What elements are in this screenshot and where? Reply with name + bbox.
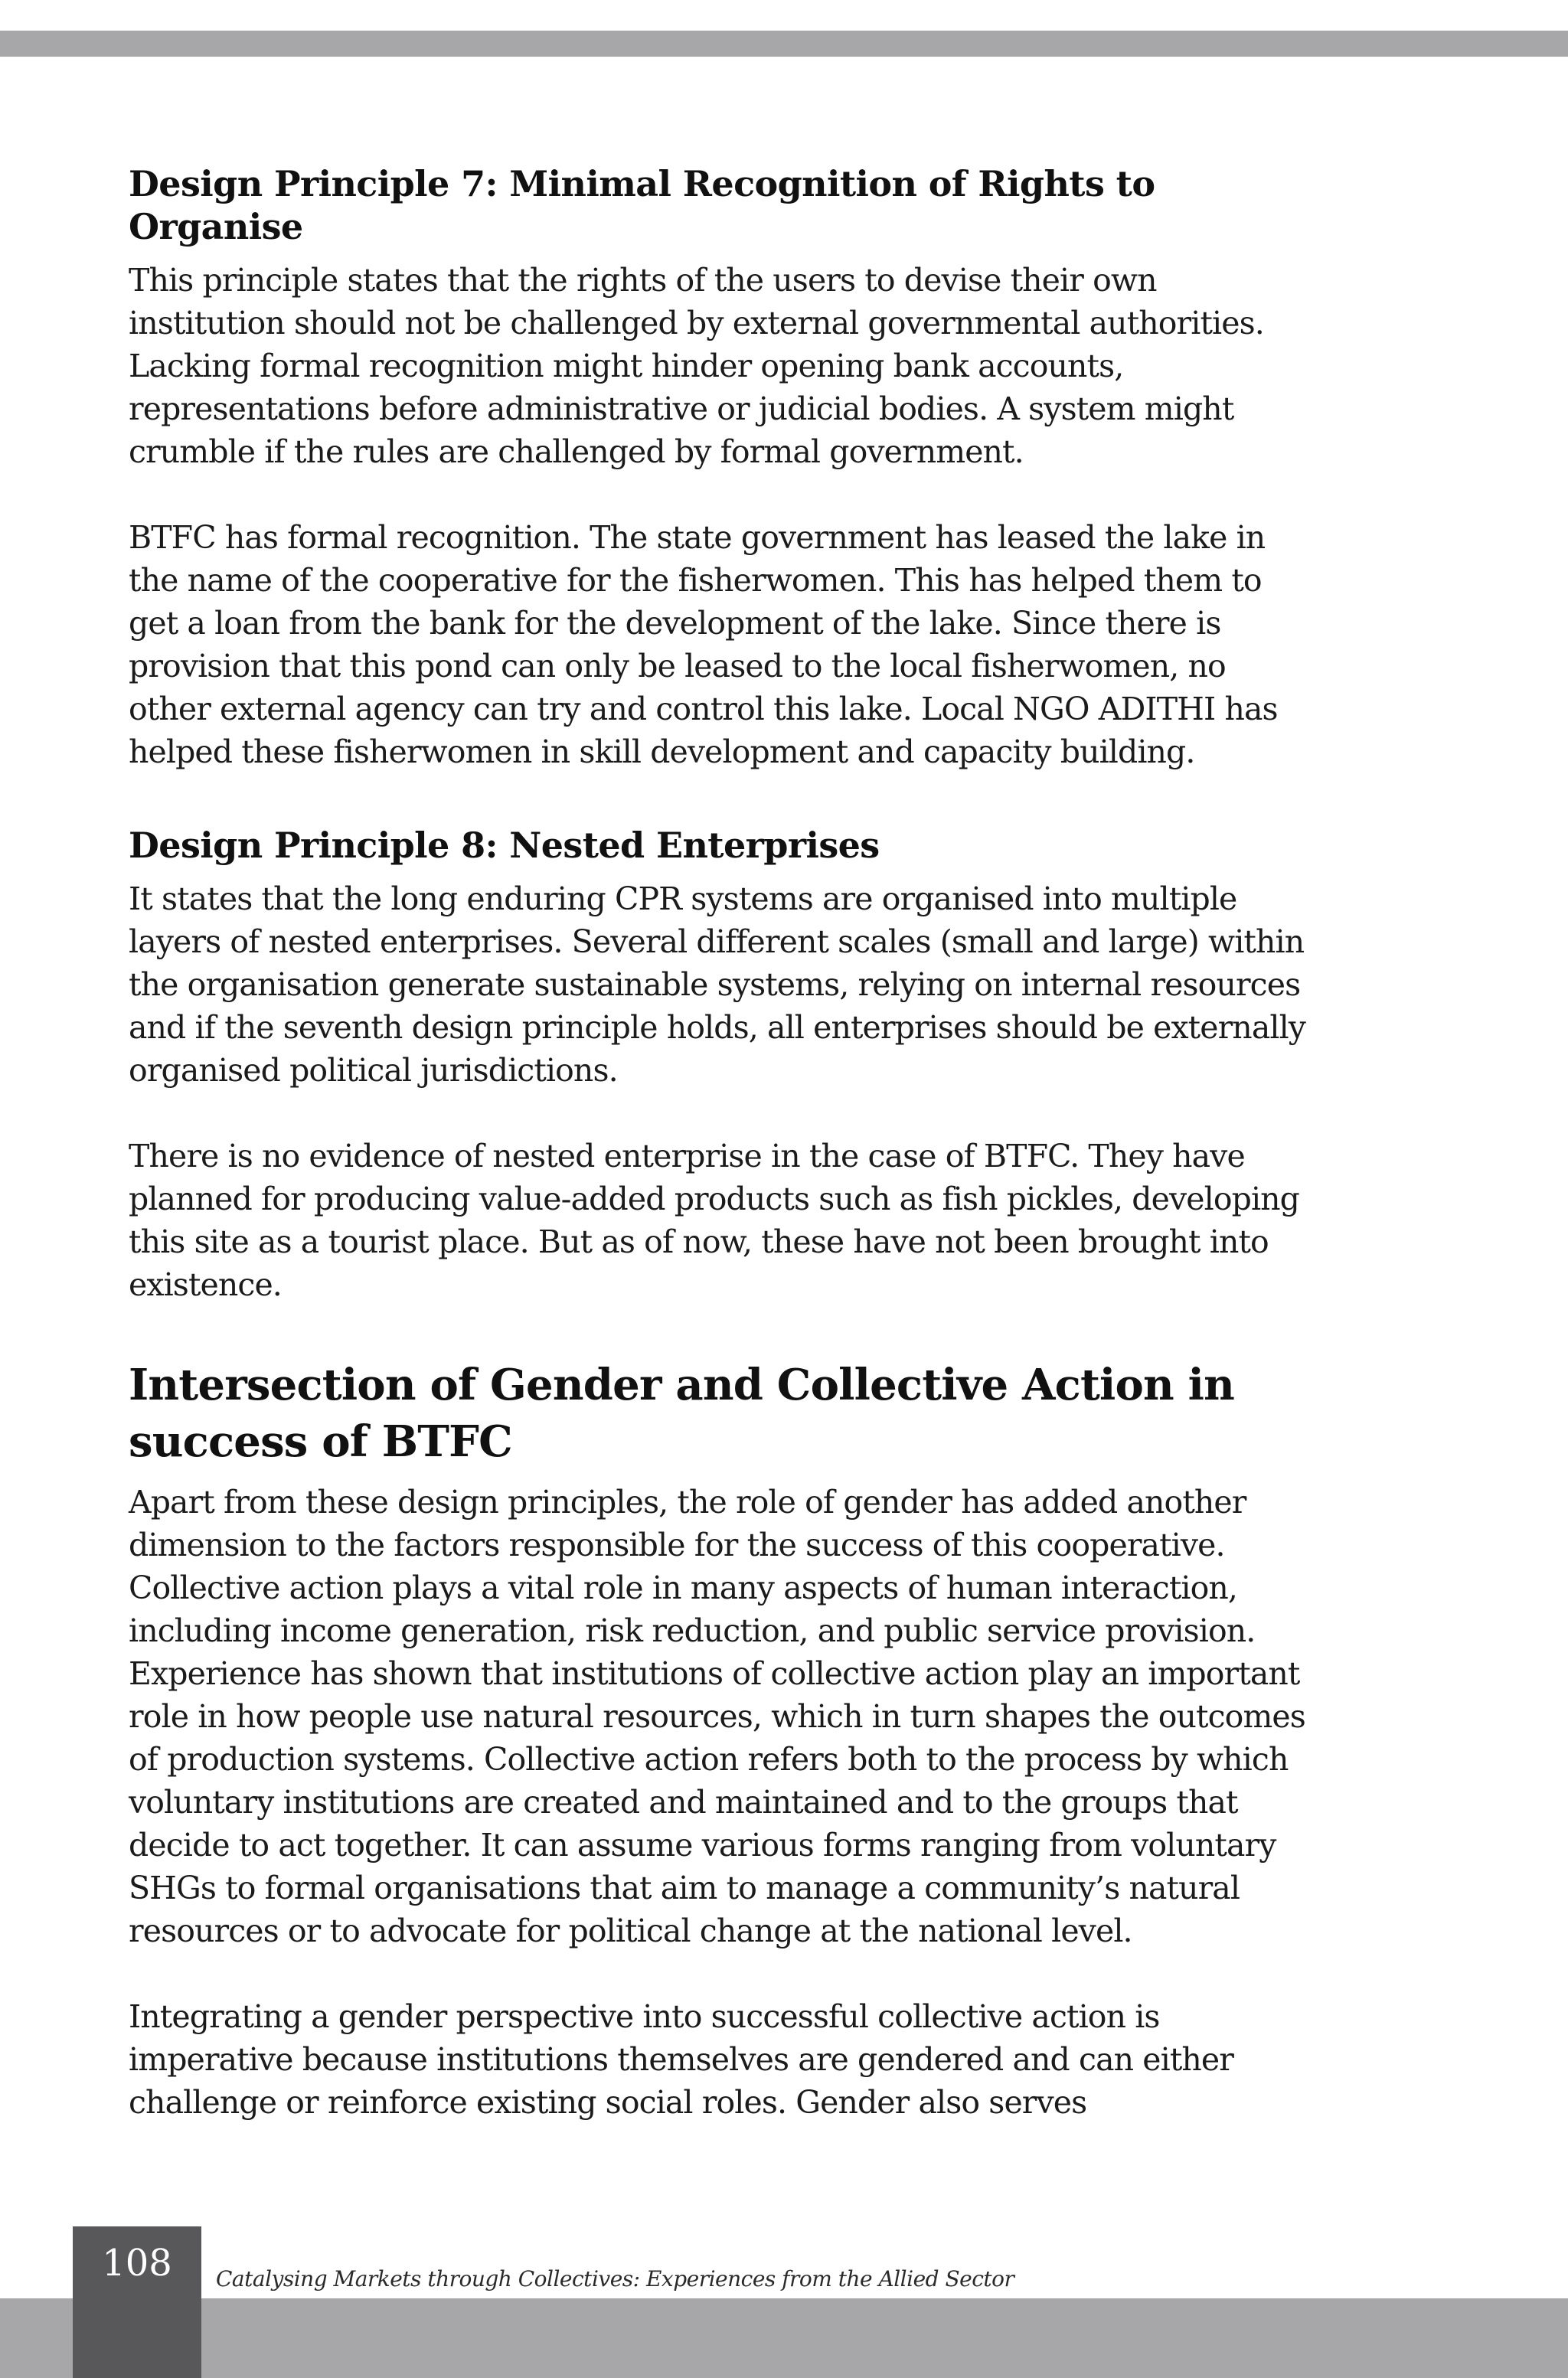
header-bar: [0, 31, 1568, 57]
design-principle-8-paragraph-2: There is no evidence of nested enterprise in the case of BTFC. They have planned for producing value-added products such as fish pickles, developing this site as a tourist place. But as of now, these have not been brought into existence.: [129, 1138, 1300, 1303]
design-principle-8-heading: Design Principle 8: Nested Enterprises: [129, 825, 880, 866]
design-principle-8-paragraph-1: It states that the long enduring CPR systems are organised into multiple layers of nested enterprises. Several different scales (small and large) within the organisation generate sustainable systems, relying on internal resources and if the seventh design principle holds, all enterprises should be externally organised political jurisdictions.: [129, 880, 1306, 1089]
design-principle-7-heading: Design Principle 7: Minimal Recognition of Rights to Organise: [129, 163, 1155, 247]
gender-section-heading: Intersection of Gender and Collective Action in success of BTFC: [129, 1360, 1235, 1467]
design-principle-7-paragraph-1: This principle states that the rights of the users to devise their own institution should not be challenged by external governmental authorities. Lacking formal recognition might hinder opening bank accounts, representations before administrative or judicial bodies. A system might crumble if the rules are challenged by formal government.: [129, 262, 1264, 470]
running-title: Catalysing Markets through Collectives: Experiences from the Allied Sector: [216, 2266, 1014, 2291]
gender-paragraph-2: Integrating a gender perspective into successful collective action is imperative because institutions themselves are gendered and can either challenge or reinforce existing social roles. Gender also serves: [129, 1998, 1233, 2121]
page-number: 108: [73, 2226, 201, 2378]
page-content: [129, 162, 1308, 2167]
gender-paragraph-1: Apart from these design principles, the role of gender has added another dimension to the factors responsible for the success of this cooperative. Collective action plays a vital role in many aspects of human interaction, including income generation, risk reduction, and public service provision. Experience has shown that institutions of collective action play an important role in how people use natural resources, which in turn shapes the outcomes of production systems. Collective action refers both to the process by which voluntary institutions are created and maintained and to the groups that decide to act together. It can assume various forms ranging from voluntary SHGs to formal organisations that aim to manage a community’s natural resources or to advocate for political change at the national level.: [129, 1484, 1305, 1949]
design-principle-7-paragraph-2: BTFC has formal recognition. The state government has leased the lake in the name of the cooperative for the fisherwomen. This has helped them to get a loan from the bank for the development of the lake. Since there is provision that this pond can only be leased to the local fisherwomen, no other external agency can try and control this lake. Local NGO ADITHI has helped these fisherwomen in skill development and capacity building.: [129, 519, 1278, 770]
footer-bar: [0, 2298, 1568, 2378]
